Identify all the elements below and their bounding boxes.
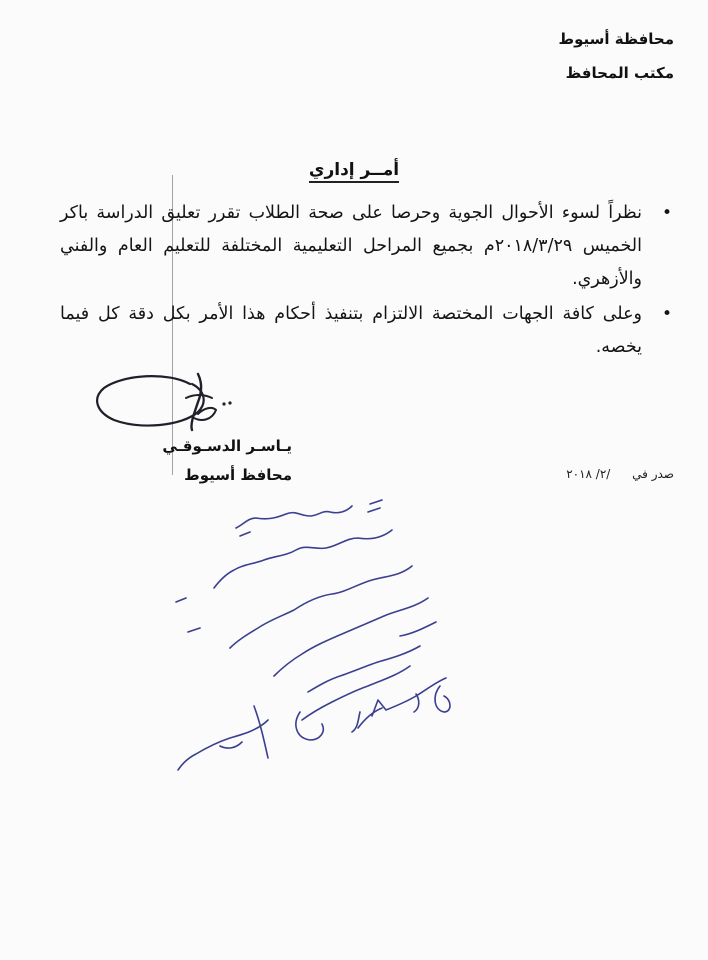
issue-date-value: /٢/ ٢٠١٨ xyxy=(566,467,611,481)
office-name: مكتب المحافظ xyxy=(565,64,674,82)
order-title-text: أمــر إداري xyxy=(309,160,399,183)
signatory-title: محافظ أسيوط xyxy=(184,466,292,484)
bullet-mark: • xyxy=(661,203,672,223)
signatory-name: يـاسـر الدسـوقـي xyxy=(162,437,292,455)
issue-date-label: صدر في xyxy=(632,467,674,481)
governorate-name: محافظة أسيوط xyxy=(558,30,674,48)
bullet-mark: • xyxy=(661,304,672,324)
order-paragraph-text: وعلى كافة الجهات المختصة الالتزام بتنفيذ أحكام هذا الأمر بكل دقة كل فيما يخصه. xyxy=(60,304,642,357)
order-paragraph-text: نظراً لسوء الأحوال الجوية وحرصا على صحة الطلاب تقرر تعليق الدراسة باكر الخميس ٢٠١٨/٣/٢٩م بجميع المراحل التعليمية المختلفة للتعليم العام والفني والأزهري. xyxy=(60,203,643,289)
